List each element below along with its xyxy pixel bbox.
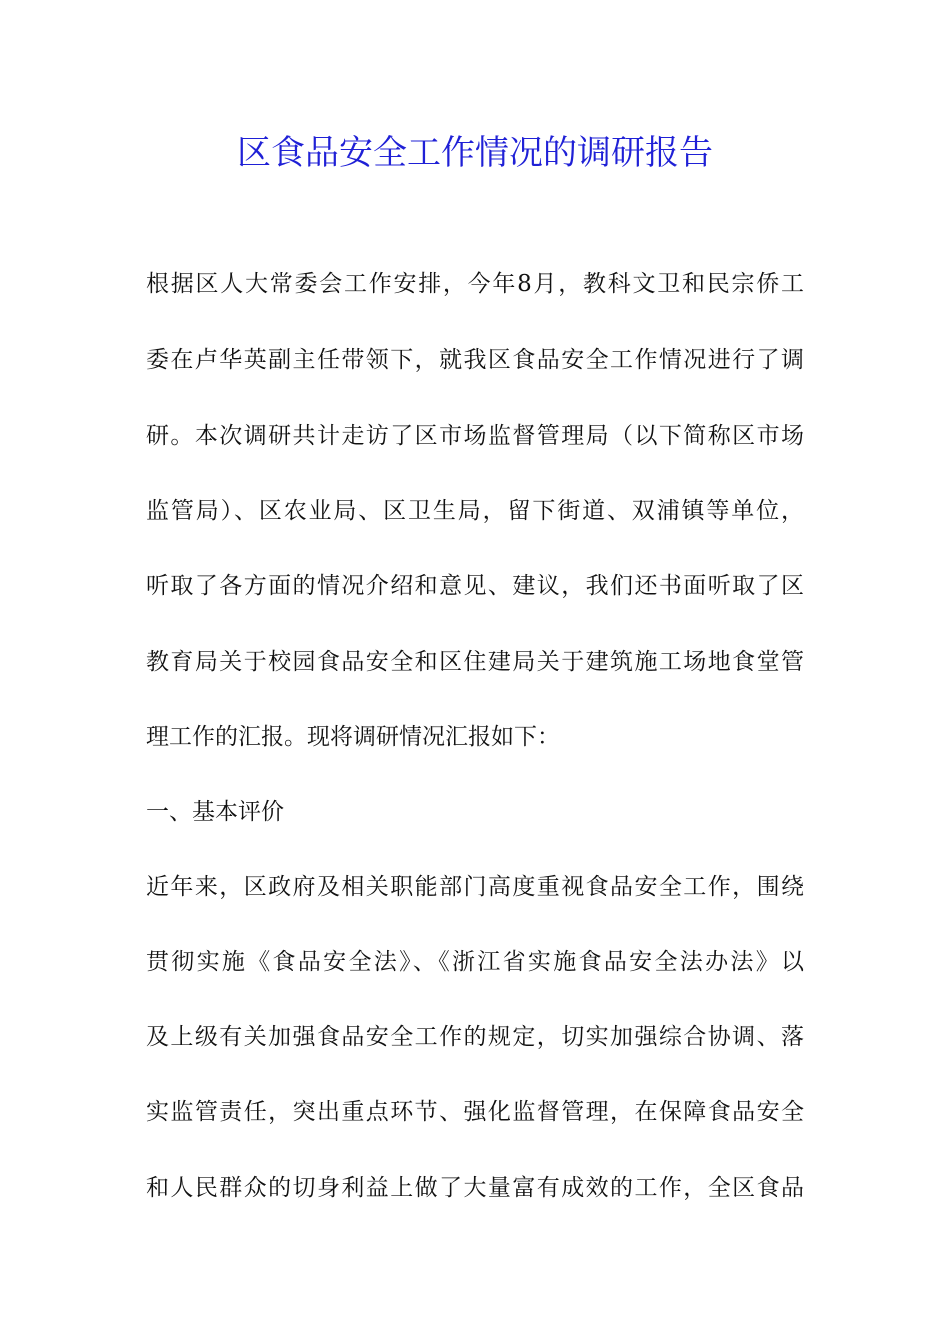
- paragraph-1-line-1: 根据区人大常委会工作安排，今年8月，教科文卫和民宗侨工: [146, 271, 804, 297]
- paragraph-2-line-2: 贯彻实施《食品安全法》、《浙江省实施食品安全法办法》以: [146, 949, 804, 975]
- paragraph-1-line-7: 理工作的汇报。现将调研情况汇报如下：: [146, 724, 560, 750]
- paragraph-1-line-6: 教育局关于校园食品安全和区住建局关于建筑施工场地食堂管: [146, 649, 804, 675]
- paragraph-1-line-4: 监管局）、区农业局、区卫生局，留下街道、双浦镇等单位，: [146, 498, 804, 524]
- paragraph-2-line-1: 近年来，区政府及相关职能部门高度重视食品安全工作，围绕: [146, 874, 804, 900]
- paragraph-1-line-2: 委在卢华英副主任带领下，就我区食品安全工作情况进行了调: [146, 347, 804, 373]
- paragraph-2-line-3: 及上级有关加强食品安全工作的规定，切实加强综合协调、落: [146, 1024, 804, 1050]
- paragraph-2-line-5: 和人民群众的切身利益上做了大量富有成效的工作，全区食品: [146, 1175, 804, 1201]
- paragraph-1-line-3: 研。本次调研共计走访了区市场监督管理局（以下简称区市场: [146, 423, 804, 449]
- paragraph-1-line-5: 听取了各方面的情况介绍和意见、建议，我们还书面听取了区: [146, 573, 804, 599]
- paragraph-2-line-4: 实监管责任，突出重点环节、强化监督管理，在保障食品安全: [146, 1099, 804, 1125]
- document-title: 区食品安全工作情况的调研报告: [237, 133, 713, 173]
- section-1-heading: 一、基本评价: [146, 799, 284, 825]
